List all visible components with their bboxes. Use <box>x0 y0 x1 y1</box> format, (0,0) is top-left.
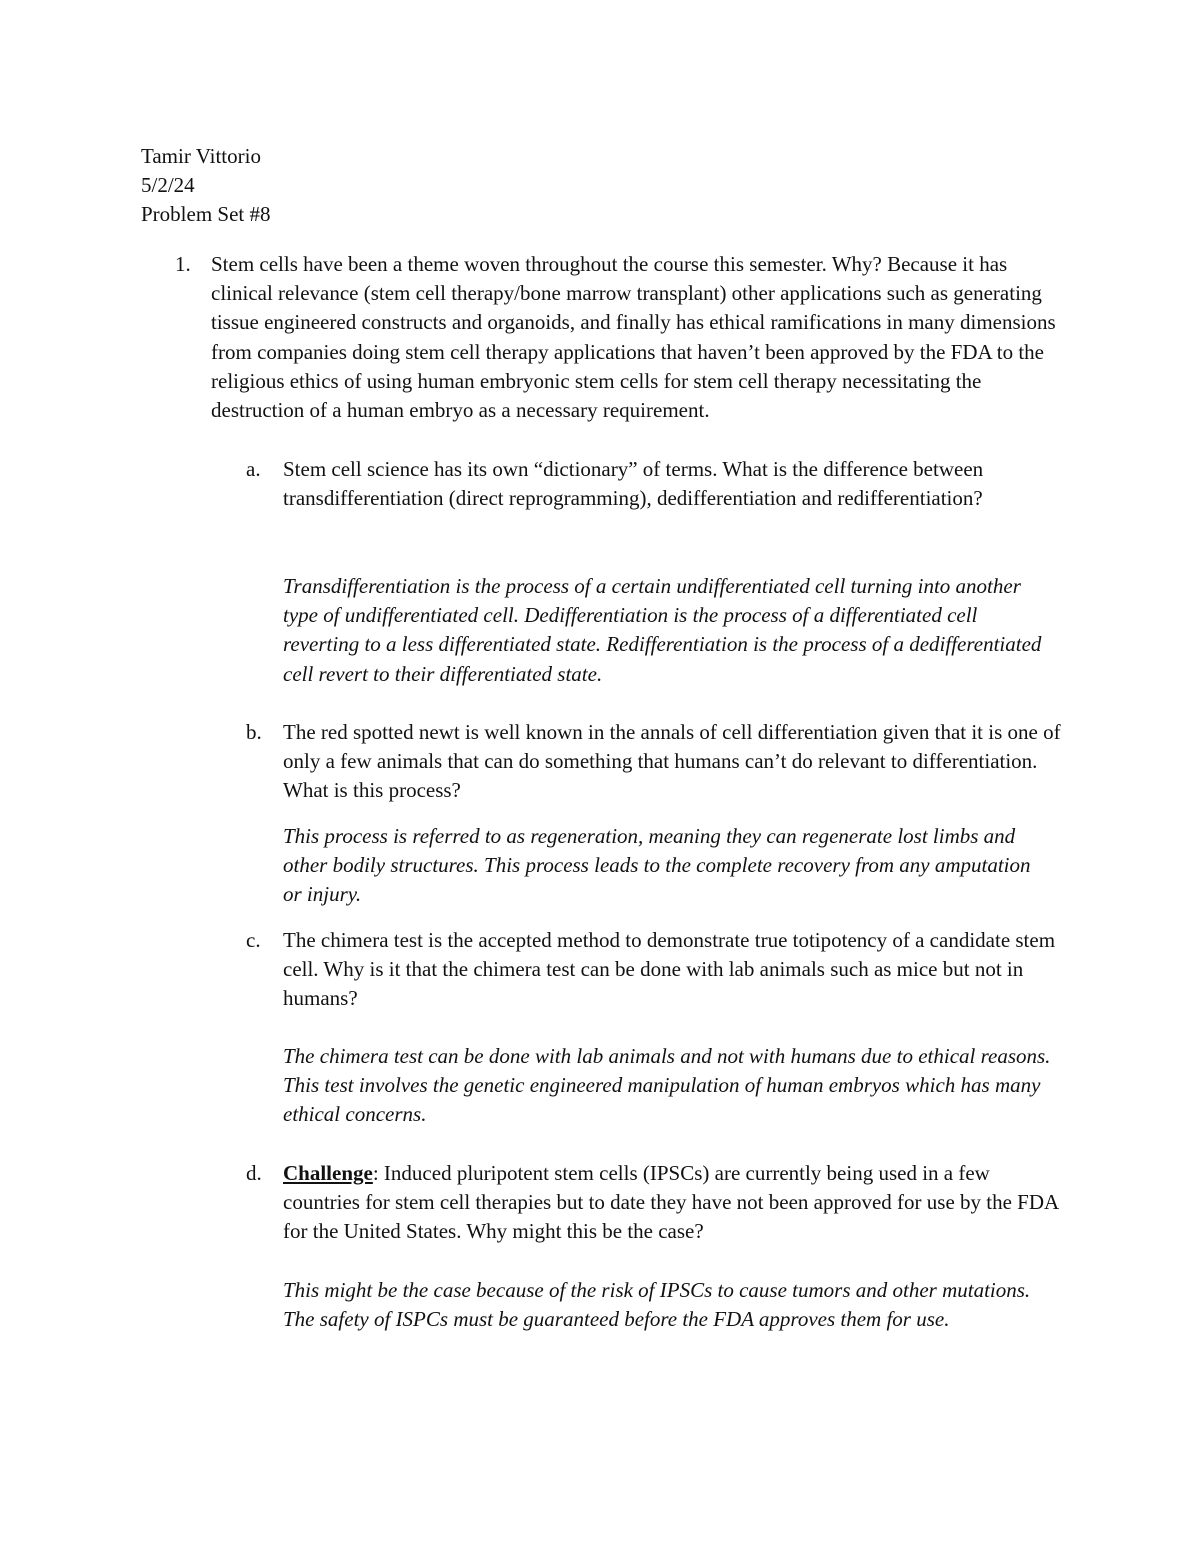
part-d-answer: This might be the case because of the risk of IPSCs to cause tumors and other mutations. The safety of ISPCs must be guaranteed before the FDA approves them for use. <box>283 1278 1031 1332</box>
part-b-question: The red spotted newt is well known in the annals of cell differentiation given that it is one of only a few animals that can do something that humans can’t do relevant to differentiation. What is this process? <box>283 720 1061 803</box>
part-b-answer: This process is referred to as regeneration, meaning they can regenerate lost limbs and other bodily structures. This process leads to the complete recovery from any amputation or injury. <box>283 824 1031 907</box>
part-a-question: Stem cell science has its own “dictionary” of terms. What is the difference between transdifferentiation (direct reprogramming), dedifferentiation and redifferentiation? <box>283 457 984 511</box>
document-date: 5/2/24 <box>141 173 195 197</box>
part-d-letter: d. <box>246 1161 262 1185</box>
part-b-letter: b. <box>246 720 262 744</box>
question-number: 1. <box>175 252 191 276</box>
part-c-letter: c. <box>246 928 261 952</box>
part-c-answer: The chimera test can be done with lab animals and not with humans due to ethical reasons. This test involves the genetic engineered manipulation of human embryos which has many ethical concerns. <box>283 1044 1051 1127</box>
question-text: Stem cells have been a theme woven throughout the course this semester. Why? Because it has clinical relevance (stem cell therapy/bone marrow transplant) other applications such as generating tissue engineered constructs and organoids, and finally has ethical ramifications in many dimensions from companies doing stem cell therapy applications that haven’t been approved by the FDA to the religious ethics of using human embryonic stem cells for stem cell therapy necessitating the destruction of a human embryo as a necessary requirement. <box>211 252 1056 423</box>
document-header <box>141 142 271 229</box>
student-name: Tamir Vittorio <box>141 144 261 168</box>
challenge-label: Challenge <box>283 1161 373 1185</box>
part-d-question: : Induced pluripotent stem cells (IPSCs) are currently being used in a few countries for stem cell therapies but to date they have not been approved for use by the FDA for the United States. Why might this be the case? <box>283 1161 1059 1244</box>
part-a-letter: a. <box>246 457 261 481</box>
part-a-answer: Transdifferentiation is the process of a certain undifferentiated cell turning into another type of undifferentiated cell. Dedifferentiation is the process of a differentiated cell reverting to a less differentiated state. Redifferentiation is the process of a dedifferentiated cell revert to their differentiated state. <box>283 574 1042 686</box>
part-c-question: The chimera test is the accepted method to demonstrate true totipotency of a candidate stem cell. Why is it that the chimera test can be done with lab animals such as mice but not in humans? <box>283 928 1056 1011</box>
part-d-question-block <box>283 1159 1063 1247</box>
document-title: Problem Set #8 <box>141 202 271 226</box>
